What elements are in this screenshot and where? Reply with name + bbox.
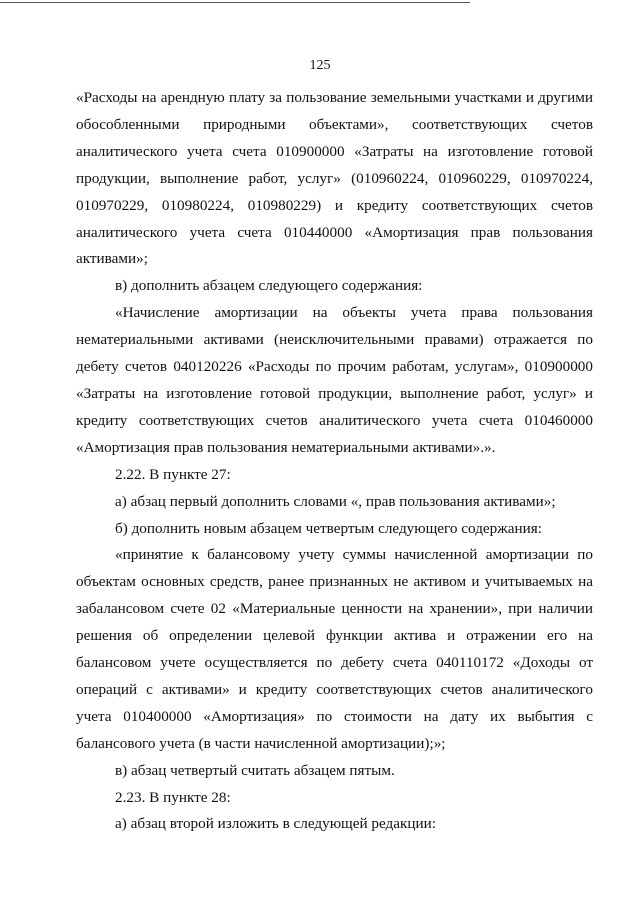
page-number: 125 — [309, 58, 331, 73]
paragraph-section-2-23: 2.23. В пункте 28: — [115, 788, 231, 806]
paragraph-item-v: в) дополнить абзацем следующего содержания: — [115, 277, 423, 295]
paragraph-item-a: а) абзац первый дополнить словами «, прав пользования активами»; — [115, 492, 556, 510]
paragraph-quote-amortization-intangible: «Начисление амортизации на объекты учета права пользования нематериальными активами (неисключительными правами) отражается по дебету счетов 040120226 «Расходы по прочим работам, услугам», 010900000 «Затраты на изготовление готовой продукции, выполнение работ, услуг» и кредиту соответствующих счетов аналитического учета счета 010460000 «Амортизация прав пользования нематериальными активами».». — [76, 304, 593, 456]
paragraph-item-v-renumber: в) абзац четвертый считать абзацем пятым. — [115, 761, 395, 779]
paragraph-section-2-22: 2.22. В пункте 27: — [115, 465, 231, 483]
paragraph-item-a-second: а) абзац второй изложить в следующей редакции: — [115, 815, 437, 833]
top-scan-rule — [0, 2, 470, 3]
paragraph-quote-balance-acceptance: «принятие к балансовому учету суммы начисленной амортизации по объектам основных средств, ранее признанных не активом и учитываемых на забалансовом счете 02 «Материальные ценности на хранении», при наличии решения об определении целевой функции актива и отражении его на балансовом учете осуществляется по дебету счета 040110172 «Доходы от операций с активами» и кредиту соответствующих счетов аналитического учета 010400000 «Амортизация» по стоимости на дату их выбытия с балансового учета (в части начисленной амортизации);»; — [76, 546, 593, 752]
paragraph-item-b: б) дополнить новым абзацем четвертым следующего содержания: — [115, 519, 542, 537]
document-body — [76, 85, 593, 838]
paragraph-continuation: «Расходы на арендную плату за пользование земельными участками и другими обособленными природными объектами», соответствующих счетов аналитического учета счета 010900000 «Затраты на изготовление готовой продукции, выполнение работ, услуг» (010960224, 010960229, 010970224, 010970229, 010980224, 010980229) и кредиту соответствующих счетов аналитического учета счета 010440000 «Амортизация прав пользования активами»; — [76, 89, 593, 268]
